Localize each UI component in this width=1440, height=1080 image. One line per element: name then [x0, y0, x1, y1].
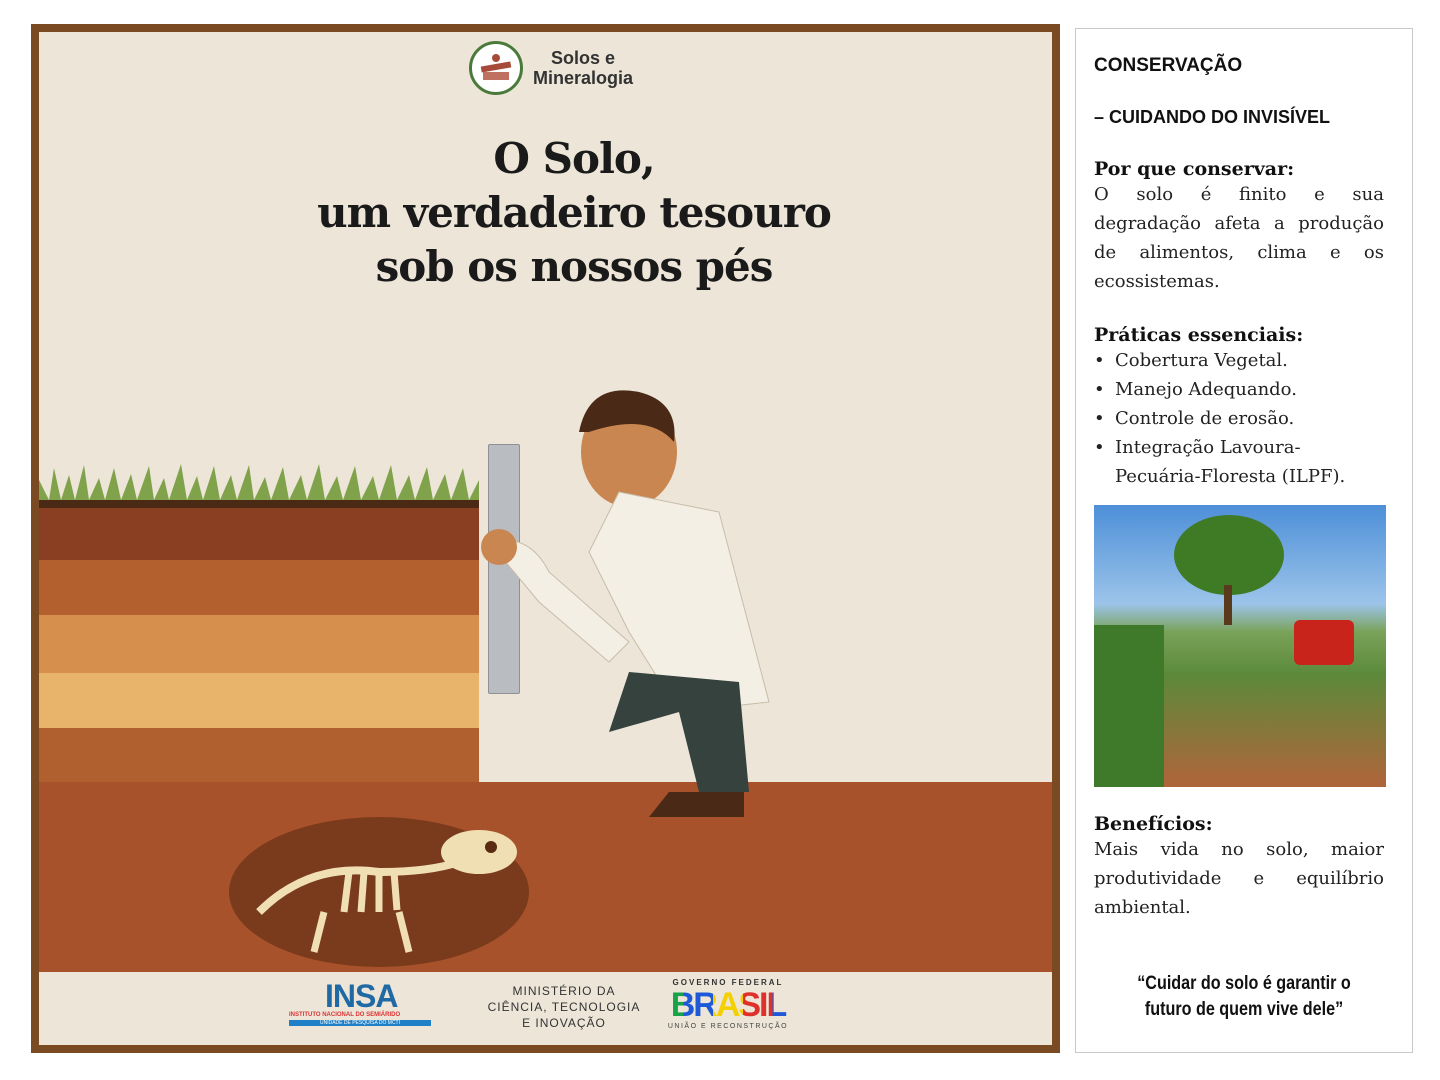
poster-title	[39, 132, 1052, 294]
grass-illustration	[39, 460, 489, 505]
list-item: • Controle de erosão.	[1094, 404, 1384, 433]
ministry-line1: MINISTÉRIO DA	[512, 984, 616, 998]
title-line1: O Solo,	[493, 134, 655, 183]
dinosaur-fossil-illustration	[229, 802, 539, 972]
list-item: • Integração Lavoura-Pecuária-Floresta (ILPF).	[1094, 433, 1384, 491]
gov-name: BRASIL	[654, 987, 802, 1023]
benefits-text: Mais vida no solo, maior produtividade e equilíbrio ambiental.	[1094, 839, 1384, 918]
practices-title: Práticas essenciais:	[1094, 324, 1304, 346]
insa-logo	[289, 980, 431, 1026]
benefits-title: Benefícios:	[1094, 813, 1213, 835]
poster-canvas	[39, 32, 1052, 1045]
scientist-illustration	[479, 372, 819, 822]
brand-line2: Mineralogia	[533, 68, 634, 88]
insa-name: INSA	[325, 978, 398, 1014]
panel-subheading: – CUIDANDO DO INVISÍVEL	[1094, 107, 1331, 127]
soil-logo-icon	[469, 41, 523, 95]
brand	[469, 41, 633, 95]
gov-brasil-logo	[654, 978, 802, 1030]
ministry-line3: E INOVAÇÃO	[522, 1016, 606, 1030]
list-item: • Cobertura Vegetal.	[1094, 346, 1384, 375]
brand-line1: Solos e	[551, 48, 616, 68]
quote: “Cuidar do solo é garantir o futuro de quem vive dele”	[1137, 973, 1351, 1020]
soil-layers	[39, 500, 479, 790]
panel-heading: CONSERVAÇÃO	[1094, 55, 1243, 76]
why-title: Por que conservar:	[1094, 158, 1295, 180]
title-line2: um verdadeiro tesouro	[317, 188, 831, 237]
ministry-logo	[464, 983, 664, 1031]
ministry-line2: CIÊNCIA, TECNOLOGIA	[487, 1000, 641, 1014]
poster	[31, 24, 1060, 1053]
title-line3: sob os nossos pés	[375, 242, 773, 291]
ilpf-farm-photo	[1094, 505, 1386, 787]
info-panel	[1075, 28, 1413, 1053]
gov-bottom: UNIÃO E RECONSTRUÇÃO	[667, 1023, 789, 1030]
list-item: • Manejo Adequando.	[1094, 375, 1384, 404]
insa-subtitle: INSTITUTO NACIONAL DO SEMIÁRIDO	[289, 1012, 401, 1018]
practices-list	[1094, 346, 1384, 491]
gov-top: GOVERNO FEDERAL	[672, 978, 784, 987]
why-text: O solo é finito e sua degradação afeta a produção de alimentos, clima e os ecossistemas.	[1094, 184, 1384, 292]
insa-unit: UNIDADE DE PESQUISA DO MCTI	[289, 1020, 431, 1026]
footer-logos	[39, 972, 1052, 1045]
